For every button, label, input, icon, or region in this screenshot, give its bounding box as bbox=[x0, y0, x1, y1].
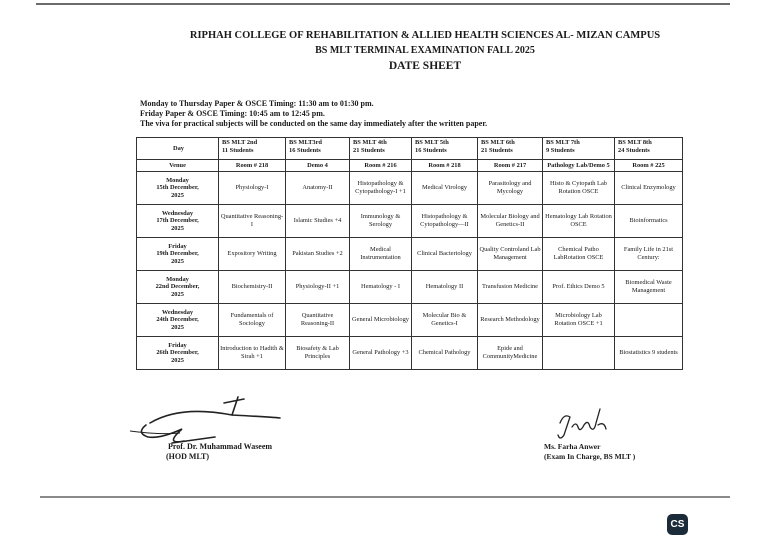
subject-cell: Molecular Biology and Genetics-II bbox=[478, 205, 543, 238]
page-bottom-edge bbox=[40, 496, 730, 498]
timing-notes bbox=[140, 99, 487, 129]
subject-cell: Medical Instrumentation bbox=[350, 238, 412, 271]
day-cell: Monday 15th December, 2025 bbox=[137, 172, 219, 205]
subject-cell: Anatomy-II bbox=[286, 172, 350, 205]
subject-cell: Hematology II bbox=[412, 271, 478, 304]
subject-cell: Islamic Studies +4 bbox=[286, 205, 350, 238]
program-header: BS MLT 6th 21 Students bbox=[478, 138, 543, 160]
page-top-edge bbox=[36, 3, 730, 5]
program-header: BS MLT3rd 16 Students bbox=[286, 138, 350, 160]
date-sheet-table bbox=[136, 137, 683, 370]
exam-incharge-name: Ms. Farha Anwer bbox=[544, 442, 601, 451]
subject-cell: Research Methodology bbox=[478, 304, 543, 337]
table-row bbox=[137, 337, 683, 370]
program-header: BS MLT 8th 24 Students bbox=[615, 138, 683, 160]
day-header: Day bbox=[137, 138, 219, 160]
table-row bbox=[137, 172, 683, 205]
hod-name: Prof. Dr. Muhammad Waseem bbox=[168, 442, 273, 451]
table-row bbox=[137, 304, 683, 337]
venue-row bbox=[137, 160, 683, 172]
note-friday-timing: Friday Paper & OSCE Timing: 10:45 am to 12:45 pm. bbox=[140, 109, 325, 118]
program-header: BS MLT 2nd 11 Students bbox=[219, 138, 286, 160]
subject-cell: Quality Controland Lab Management bbox=[478, 238, 543, 271]
subject-cell: Immunology & Serology bbox=[350, 205, 412, 238]
hod-signatory bbox=[168, 442, 272, 462]
subject-cell: Transfusion Medicine bbox=[478, 271, 543, 304]
subject-cell: Introduction to Hadith & Sirah +1 bbox=[219, 337, 286, 370]
table-header-row bbox=[137, 138, 683, 160]
subject-cell bbox=[543, 337, 615, 370]
subject-cell: Biochemistry-II bbox=[219, 271, 286, 304]
day-cell: Wednesday 24th December, 2025 bbox=[137, 304, 219, 337]
exam-title: BS MLT TERMINAL EXAMINATION FALL 2025 bbox=[315, 45, 535, 56]
subject-cell: Prof. Ethics Demo 5 bbox=[543, 271, 615, 304]
subject-cell: Clinical Bacteriology bbox=[412, 238, 478, 271]
subject-cell: Clinical Enzymology bbox=[615, 172, 683, 205]
subject-cell: Quantitative Reasoning-I bbox=[219, 205, 286, 238]
subject-cell: Medical Virology bbox=[412, 172, 478, 205]
hod-role: (HOD MLT) bbox=[166, 452, 210, 461]
signature-right bbox=[550, 405, 620, 445]
subject-cell: Physiology-I bbox=[219, 172, 286, 205]
table-row bbox=[137, 205, 683, 238]
subject-cell: General Pathology +3 bbox=[350, 337, 412, 370]
subject-cell: Biosafety & Lab Principles bbox=[286, 337, 350, 370]
subject-cell: Hematology - I bbox=[350, 271, 412, 304]
subject-cell: Expository Writing bbox=[219, 238, 286, 271]
program-header: BS MLT 4th 21 Students bbox=[350, 138, 412, 160]
day-cell: Friday 19th December, 2025 bbox=[137, 238, 219, 271]
subject-cell: Bioinformatics bbox=[615, 205, 683, 238]
subject-cell: Parasitology and Mycology bbox=[478, 172, 543, 205]
program-header: BS MLT 5th 16 Students bbox=[412, 138, 478, 160]
subject-cell: Hematology Lab Rotation OSCE bbox=[543, 205, 615, 238]
venue-cell: Room # 225 bbox=[615, 160, 683, 172]
subject-cell: Microbiology Lab Rotation OSCE +1 bbox=[543, 304, 615, 337]
subject-cell: Histopathology & Cytopathology-I +1 bbox=[350, 172, 412, 205]
subject-cell: Epide and CommunityMedicine bbox=[478, 337, 543, 370]
subject-cell: General Microbiology bbox=[350, 304, 412, 337]
exam-incharge-signatory bbox=[544, 442, 635, 462]
subject-cell: Chemical Pathology bbox=[412, 337, 478, 370]
subject-cell: Chemical Patho LabRotation OSCE bbox=[543, 238, 615, 271]
program-header: BS MLT 7th 9 Students bbox=[543, 138, 615, 160]
day-cell: Friday 26th December, 2025 bbox=[137, 337, 219, 370]
venue-cell: Room # 217 bbox=[478, 160, 543, 172]
note-viva: The viva for practical subjects will be conducted on the same day immediately after the written paper. bbox=[140, 119, 488, 128]
camscanner-logo-icon: CS bbox=[667, 514, 688, 535]
subject-cell: Histo & Cytopath Lab Rotation OSCE bbox=[543, 172, 615, 205]
college-name: RIPHAH COLLEGE OF REHABILITATION & ALLIED HEALTH SCIENCES AL- MIZAN CAMPUS bbox=[189, 30, 661, 41]
note-weekday-timing: Monday to Thursday Paper & OSCE Timing: 11:30 am to 01:30 pm. bbox=[140, 99, 374, 108]
day-cell: Wednesday 17th December, 2025 bbox=[137, 205, 219, 238]
subject-cell: Fundamentals of Sociology bbox=[219, 304, 286, 337]
venue-cell: Demo 4 bbox=[286, 160, 350, 172]
subject-cell: Quantitative Reasoning-II bbox=[286, 304, 350, 337]
venue-label: Venue bbox=[137, 160, 219, 172]
subject-cell: Pakistan Studies +2 bbox=[286, 238, 350, 271]
table-row bbox=[137, 271, 683, 304]
venue-cell: Room # 218 bbox=[219, 160, 286, 172]
subject-cell: Molecular Bio & Genetics-I bbox=[412, 304, 478, 337]
document-title: DATE SHEET bbox=[388, 60, 462, 72]
document-header bbox=[0, 28, 768, 74]
subject-cell bbox=[615, 304, 683, 337]
table-row bbox=[137, 238, 683, 271]
subject-cell: Family Life in 21st Century: bbox=[615, 238, 683, 271]
subject-cell: Biostatistics 9 students bbox=[615, 337, 683, 370]
subject-cell: Biomedical Waste Management bbox=[615, 271, 683, 304]
subject-cell: Histopathology & Cytopathology—II bbox=[412, 205, 478, 238]
venue-cell: Room # 218 bbox=[412, 160, 478, 172]
day-cell: Monday 22nd December, 2025 bbox=[137, 271, 219, 304]
venue-cell: Pathology Lab/Demo 5 bbox=[543, 160, 615, 172]
exam-incharge-role: (Exam In Charge, BS MLT ) bbox=[544, 452, 636, 461]
venue-cell: Room # 216 bbox=[350, 160, 412, 172]
subject-cell: Physiology-II +1 bbox=[286, 271, 350, 304]
